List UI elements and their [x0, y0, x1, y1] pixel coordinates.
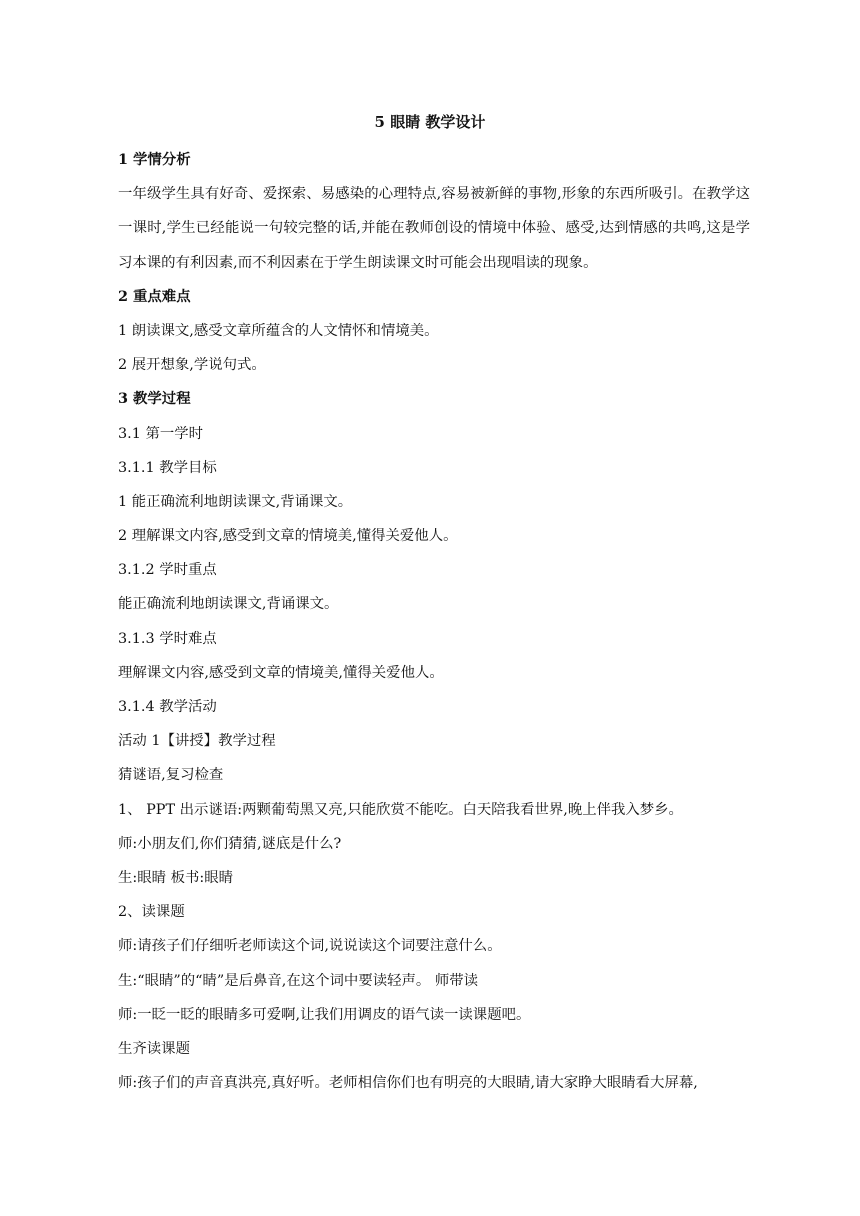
section-heading: 2 重点难点	[118, 287, 191, 305]
text-line: 师:小朋友们,你们猜猜,谜底是什么?	[118, 835, 342, 852]
text-line: 活动 1【讲授】教学过程	[118, 733, 276, 750]
document-body	[118, 143, 750, 1100]
text-line: 生:“眼睛”的“睛”是后鼻音,在这个词中要读轻声。 师带读	[118, 972, 479, 989]
paragraph: 一年级学生具有好奇、爱探索、易感染的心理特点,容易被新鲜的事物,形象的东西所吸引。在教学这一课时,学生已经能说一句较完整的话,并能在教师创设的情境中体验、感受,达到情感的共鸣,这是学习本课的有利因素,而不利因素在于学生朗读课文时可能会出现唱读的现象。	[118, 186, 750, 271]
subsection-heading: 3.1 第一学时	[118, 425, 204, 442]
text-line: 师:一眨一眨的眼睛多可爱啊,让我们用调皮的语气读一读课题吧。	[118, 1006, 531, 1023]
text-line: 能正确流利地朗读课文,背诵课文。	[118, 596, 339, 613]
section-heading: 1 学情分析	[118, 151, 191, 168]
text-line: 师:孩子们的声音真洪亮,真好听。老师相信你们也有明亮的大眼睛,请大家睁大眼睛看大屏幕,	[118, 1075, 698, 1092]
text-line: 2、读课题	[118, 904, 185, 921]
text-line: 生:眼睛 板书:眼睛	[118, 869, 234, 886]
list-item: 2 展开想象,学说句式。	[118, 357, 266, 374]
document-title: 5 眼睛 教学设计	[374, 113, 486, 131]
text-line: 师:请孩子们仔细听老师读这个词,说说读这个词要注意什么。	[118, 938, 502, 955]
text-line: 理解课文内容,感受到文章的情境美,懂得关爱他人。	[118, 664, 444, 681]
list-item: 2 理解课文内容,感受到文章的情境美,懂得关爱他人。	[118, 528, 458, 545]
list-item: 1 朗读课文,感受文章所蕴含的人文情怀和情境美。	[118, 322, 439, 339]
list-item: 1 能正确流利地朗读课文,背诵课文。	[118, 493, 353, 510]
text-line: 生齐读课题	[118, 1040, 190, 1057]
text-line: 猜谜语,复习检查	[118, 767, 224, 784]
text-line: 1、 PPT 出示谜语:两颗葡萄黑又亮,只能欣赏不能吃。白天陪我看世界,晚上伴我入梦乡。	[118, 801, 683, 818]
subsection-heading: 3.1.1 教学目标	[118, 459, 217, 476]
subsection-heading: 3.1.4 教学活动	[118, 699, 217, 716]
subsection-heading: 3.1.2 学时重点	[118, 562, 217, 579]
section-heading: 3 教学过程	[118, 390, 191, 408]
subsection-heading: 3.1.3 学时难点	[118, 630, 217, 647]
